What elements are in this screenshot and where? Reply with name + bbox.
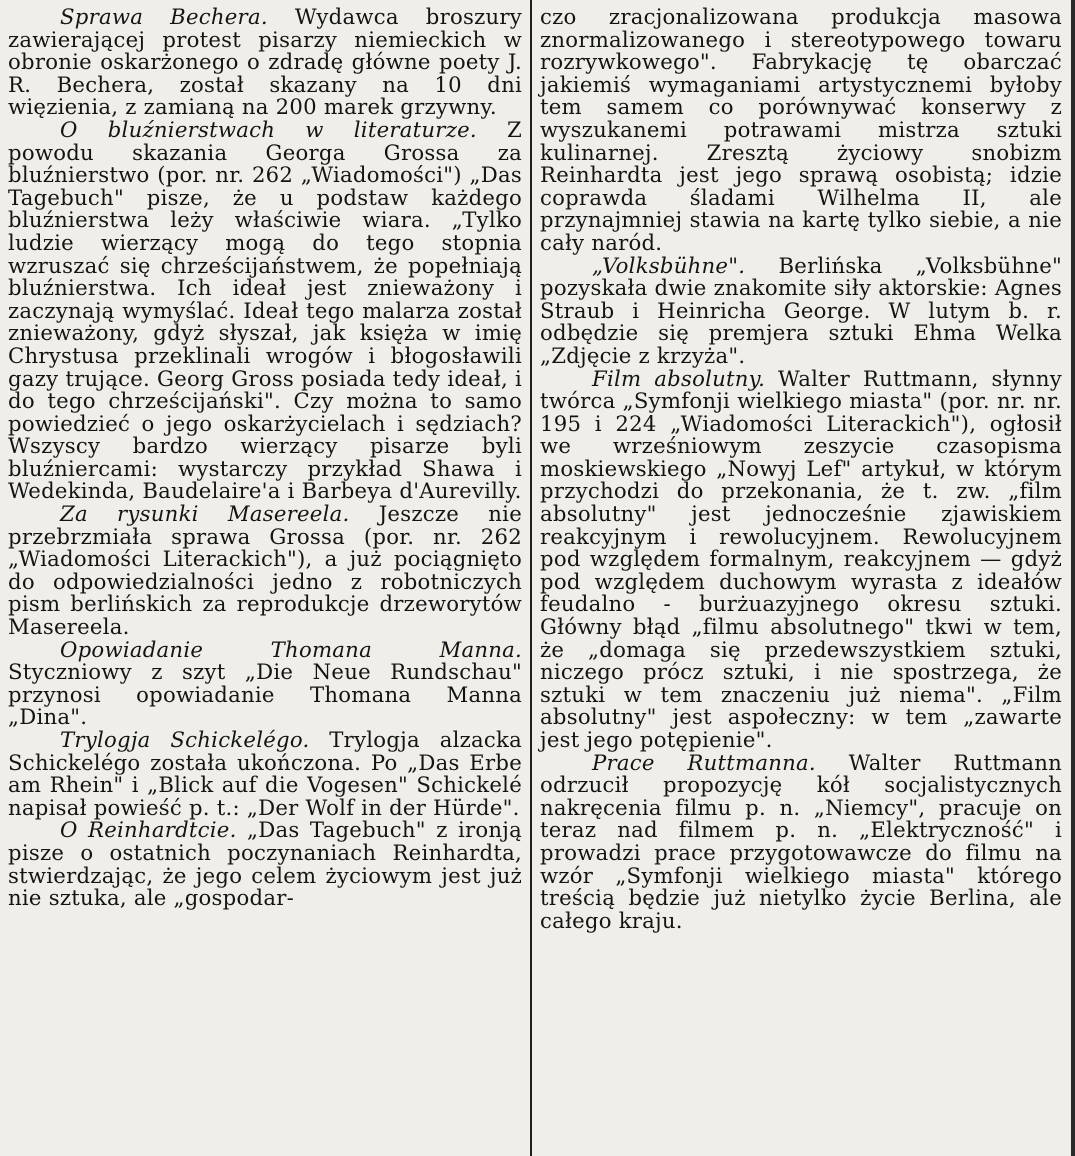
article-heading: O Reinhardtcie. (60, 817, 237, 843)
article-heading: „Volksbühne". (592, 252, 746, 278)
article-heading: Za rysunki Masereela. (60, 501, 350, 527)
article-becher (8, 6, 522, 119)
article-text: czo zracjonalizowana produkcja masowa znormalizowanego i stereotypowego towaru rozrywkowego". Fabrykację tę obarczać jakiemiś wymaganiami artystycznemi byłoby tem samem co porównywać konserwy z wyszukanemi potrawami mistrza sztuki kulinarnej. Zresztą życiowy snobizm Reinhardta jest jego sprawą osobistą; idzie coprawda śladami Wilhelma II, ale przynajmniej stawia na kartę tylko siebie, a nie cały naród. (540, 4, 1062, 255)
article-heading: Sprawa Bechera. (60, 4, 268, 29)
article-heading: Trylogja Schickelégo. (60, 727, 310, 752)
article-text: Jeszcze nie przebrzmiała sprawa Grossa (por. nr. 262 „Wiadomości Literackich"), a już pociągnięto do odpowiedzialności jedno z robotniczych pism berlińskich za reprodukcje drzeworytów Masereela. (8, 501, 522, 640)
article-text: „Das Tagebuch" z ironją pisze o ostatnich poczynaniach Reinhardta, stwierdzając, że jego celem życiowym jest już nie sztuka, ale „gospodar- (8, 817, 523, 911)
article-text: Walter Ruttmann odrzucił propozycję kół socjalistycznych nakręcenia filmu p. n. „Niemcy", pracuje on teraz nad filmem p. n. „Elektryczność" i prowadzi prace przygotowawcze do filmu na wzór „Symfonji wielkiego miasta" którego treścią będzie już nietylko życie Berlina, ale całego kraju. (540, 749, 1062, 933)
article-volksbuhne (540, 252, 1062, 368)
article-text: Berlińska „Volksbühne" pozyskała dwie znakomite siły aktorskie: Agnes Straub i Heinricha George. W lutym b. r. odbędzie się premjera sztuki Ehma Welka „Zdjęcie z krzyża". (540, 252, 1062, 368)
column-divider (530, 0, 532, 1156)
article-mann (8, 636, 522, 730)
article-reinhardt (8, 819, 522, 909)
article-heading: Opowiadanie Thomana Manna. (60, 636, 522, 662)
article-text: Walter Ruttmann, słynny twórca „Symfonji wielkiego miasta" (por. nr. nr. 195 i 224 „Wiadomości Literackich"), ogłosił we wrześniowym zeszycie czasopisma moskiewskiego „Nowyj Lef" artykuł, w którym przychodzi do przekonania, że t. zw. „film absolutny" jest jednocześnie zjawiskiem reakcyjnym i rewolucyjnem. Rewolucyjnem pod względem formalnym, reakcyjnem — gdyż pod względem duchowym wyrasta z ideałów feudalno - burżuazyjnego okresu sztuki. Główny błąd „filmu absolutnego" tkwi w tem, że „domaga się przedewszystkiem sztuki, niczego prócz sztuki, i nie spostrzega, że sztuki w tem znaczeniu już niema". „Film absolutny" jest aspołeczny: w tem „zawarte jest jego potępienie". (540, 365, 1063, 752)
left-column (8, 6, 522, 910)
article-heading: Film absolutny. (592, 365, 766, 391)
article-schickele (8, 729, 522, 819)
page-edge (1071, 0, 1075, 1156)
article-film-absolutny (540, 365, 1063, 752)
article-text: Z powodu skazania Georga Grossa za bluźnierstwo (por. nr. 262 „Wiadomości") „Das Tagebuch" pisze, że u podstaw każdego bluźnierstwa leży właściwie wiara. „Tylko ludzie wierzący mogą do tego stopnia wzruszać się chrześcijaństwem, że popełniają bluźnierstwa. Ich ideał jest znieważony i zaczynają wymyślać. Ideał tego malarza został znieważony, gdyż słyszał, jak księża w imię Chrystusa przeklinali wrogów i błogosławili gazy trujące. Georg Gross posiada tedy ideał, i do tego chrześcijański". Czy można to samo powiedzieć o jego oskarżycielach i sędziach? Wszyscy bardzo wierzący pisarze byli bluźniercami: wystarczy przykład Shawa i Wedekinda, Baudelaire'a i Barbeya d'Aurevilly. (8, 116, 522, 504)
article-text: Styczniowy z szyt „Die Neue Rundschau" przynosi opowiadanie Thomana Manna „Dina". (8, 659, 522, 730)
article-masereel (8, 503, 522, 639)
article-text: Wydawca broszury zawierającej protest pisarzy niemieckich w obronie oskarżonego o zdradę główne poety J. R. Bechera, został skazany na 10 dni więzienia, z zamianą na 200 marek grzywny. (8, 4, 522, 120)
article-bluznierstwa (8, 116, 522, 504)
article-heading: Prace Ruttmanna. (592, 749, 816, 775)
article-heading: O bluźnierstwach w literaturze. (60, 116, 477, 142)
article-reinhardt-continued (540, 6, 1062, 255)
article-ruttmann (540, 749, 1062, 933)
right-column (540, 6, 1062, 932)
article-text: Trylogja alzacka Schickelégo została ukończona. Po „Das Erbe am Rhein" i „Blick auf die Vogesen" Schickelé napisał powieść p. t.: „Der Wolf in der Hürde". (8, 727, 522, 820)
